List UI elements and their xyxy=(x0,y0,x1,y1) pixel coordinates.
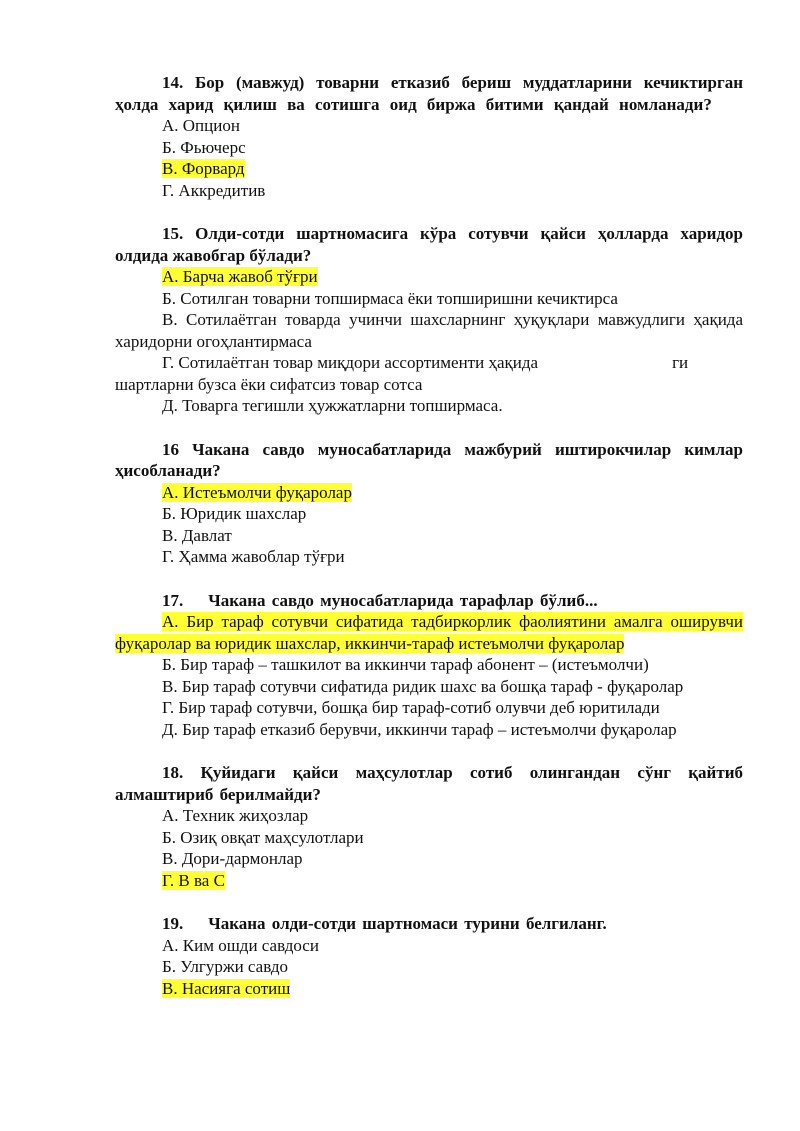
option-label: Б. Фьючерс xyxy=(162,137,246,157)
correct-answer-highlight: А. Истеъмолчи фуқаролар xyxy=(162,482,352,502)
option-label: Б. Юридик шахслар xyxy=(162,504,307,523)
option-label: А. Техник жиҳозлар xyxy=(162,806,309,825)
question-text: 18. Қуйидаги қайси маҳсулотлар сотиб олингандан сўнг қайтиб алмаштириб берилмайди? xyxy=(115,763,743,804)
option-label: Г. Бир тараф сотувчи, бошқа бир тараф-сотиб олувчи деб юритилади xyxy=(162,698,660,717)
option-e xyxy=(115,395,743,417)
option-e xyxy=(115,719,743,741)
question-text: 14. Бор (мавжуд) товарни етказиб бериш муддатларини кечиктирган ҳолда харид қилиш ва сотишга оид биржа битими қандай номланади? xyxy=(115,73,743,114)
option-a xyxy=(115,935,743,957)
option-label: Г. Сотилаётган товар миқдори ассортименти ҳақида xyxy=(162,353,539,372)
option-c xyxy=(115,525,743,547)
correct-answer-highlight: В. Насияга сотиш xyxy=(162,978,291,998)
option-label: В. Бир тараф сотувчи сифатида ридик шахс ва бошқа тараф - фуқаролар xyxy=(162,676,684,696)
option-d xyxy=(115,546,743,568)
option-label: А. Опцион xyxy=(162,116,240,135)
option-c: В. Сотилаётган товарда учинчи шахсларнинг ҳуқуқлари мавжудлиги ҳақида харидорни огоҳлантирмаса xyxy=(115,310,743,351)
option-c xyxy=(115,676,743,698)
correct-answer-highlight: Г. В ва С xyxy=(162,870,225,890)
option-label: Б. Бир тараф – ташкилот ва иккинчи тараф абонент – (истеъмолчи) xyxy=(162,655,649,674)
option-a xyxy=(115,115,743,137)
question-text: 16 Чакана савдо муносабатларида мажбурий иштирокчилар кимлар ҳисобланади? xyxy=(115,439,743,480)
option-label: Б. Озиқ овқат маҳсулотлари xyxy=(162,827,364,847)
option-label: Г. Аккредитив xyxy=(162,180,266,200)
question-text: 17. Чакана савдо муносабатларида тарафлар бўлиб... xyxy=(162,590,598,610)
option-label: А. Ким ошди савдоси xyxy=(162,935,319,955)
option-c xyxy=(115,978,743,1000)
option-fragment: ги xyxy=(672,353,689,372)
correct-answer-highlight: В. Форвард xyxy=(162,159,245,178)
option-d xyxy=(115,180,743,202)
option-d xyxy=(115,352,743,374)
option-d-continued: шартларни бузса ёки сифатсиз товар сотса xyxy=(115,374,423,394)
question-text: 15. Олди-сотди шартномасига кўра сотувчи қайси ҳолларда харидор олдида жавобгар бўлади? xyxy=(115,224,743,265)
option-label: Г. Ҳамма жавоблар тўғри xyxy=(162,547,345,566)
option-b xyxy=(115,827,743,849)
option-a xyxy=(115,482,743,504)
question-15 xyxy=(115,223,743,417)
option-a xyxy=(115,805,743,827)
question-17 xyxy=(115,590,743,741)
option-label: Б. Сотилган товарни топширмаса ёки топширишни кечиктирса xyxy=(162,288,618,308)
option-b xyxy=(115,503,743,525)
correct-answer-highlight: А. Барча жавоб тўғри xyxy=(162,267,318,286)
correct-answer-highlight: А. Бир тараф сотувчи сифатида тадбиркорлик фаолиятини амалга оширувчи фуқаролар ва юридик шахслар, иккинчи-тараф истеъмолчи фуқаролар xyxy=(115,612,743,653)
option-label: Б. Улгуржи савдо xyxy=(162,957,288,976)
option-b xyxy=(115,956,743,978)
option-c xyxy=(115,158,743,180)
option-d xyxy=(115,870,743,892)
option-label: Д. Товарга тегишли ҳужжатларни топширмаса. xyxy=(162,396,503,415)
option-d xyxy=(115,697,743,719)
option-c xyxy=(115,848,743,870)
question-19 xyxy=(115,913,743,999)
question-text: 19. Чакана олди-сотди шартномаси турини белгиланг. xyxy=(162,914,607,933)
option-a xyxy=(115,611,743,654)
option-label: Д. Бир тараф етказиб берувчи, иккинчи тараф – истеъмолчи фуқаролар xyxy=(162,719,677,739)
option-label: В. Дори-дармонлар xyxy=(162,849,303,868)
option-a xyxy=(115,266,743,288)
option-b xyxy=(115,654,743,676)
question-16 xyxy=(115,439,743,568)
option-b xyxy=(115,137,743,159)
option-label: В. Давлат xyxy=(162,525,232,545)
question-14 xyxy=(115,72,743,201)
question-18 xyxy=(115,762,743,891)
document-page xyxy=(115,72,743,1021)
option-b xyxy=(115,288,743,310)
